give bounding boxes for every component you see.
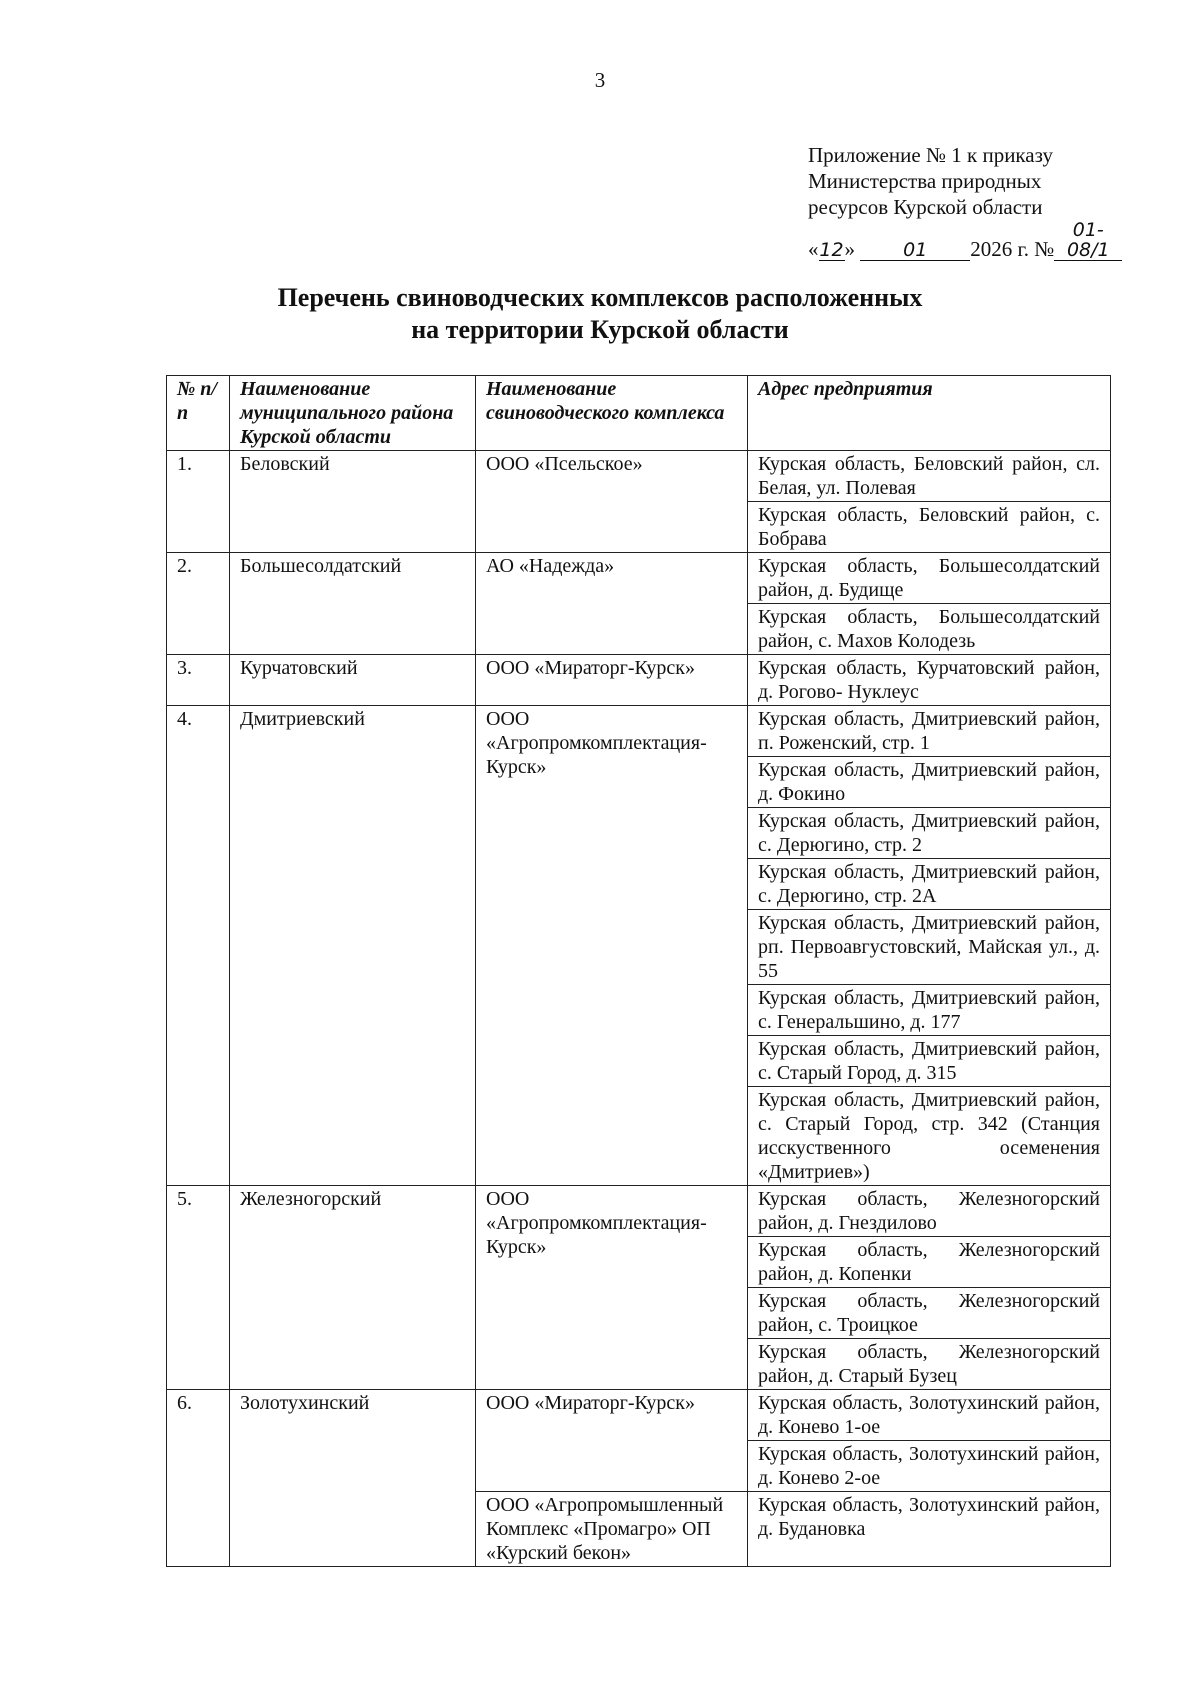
cell-address: Курская область, Золотухинский район, д. Будановка <box>748 1492 1111 1567</box>
cell-address: Курская область, Дмитриевский район, п. Роженский, стр. 1 <box>748 706 1111 757</box>
cell-address: Курская область, Большесолдатский район, д. Будище <box>748 553 1111 604</box>
appendix-line: Министерства природных <box>808 169 1042 193</box>
date-day: 12 <box>819 239 844 261</box>
date-quote-close: » <box>844 237 855 261</box>
cell-num: 1. <box>167 451 230 553</box>
cell-address: Курская область, Дмитриевский район, с. Старый Город, д. 315 <box>748 1036 1111 1087</box>
cell-address: Курская область, Железногорский район, д. Старый Бузец <box>748 1339 1111 1390</box>
cell-address: Курская область, Большесолдатский район, с. Махов Колодезь <box>748 604 1111 655</box>
appendix-line: Приложение № 1 к приказу <box>808 143 1053 167</box>
cell-address: Курская область, Железногорский район, д. Копенки <box>748 1237 1111 1288</box>
title-line: на территории Курской области <box>411 315 789 344</box>
cell-address: Курская область, Железногорский район, с. Троицкое <box>748 1288 1111 1339</box>
cell-complex: ООО «Мираторг-Курск» <box>476 1390 748 1492</box>
cell-complex: ООО «Мираторг-Курск» <box>476 655 748 706</box>
cell-district: Железногорский <box>230 1186 476 1390</box>
title-line: Перечень свиноводческих комплексов расположенных <box>277 283 923 312</box>
table-row <box>167 1186 1111 1237</box>
cell-district: Золотухинский <box>230 1390 476 1567</box>
cell-address: Курская область, Беловский район, с. Бобрава <box>748 502 1111 553</box>
cell-complex: ООО «Агропромышленный Комплекс «Промагро» ОП «Курский бекон» <box>476 1492 748 1567</box>
cell-address: Курская область, Дмитриевский район, с. Дерюгино, стр. 2А <box>748 859 1111 910</box>
cell-address: Курская область, Дмитриевский район, с. Генеральшино, д. 177 <box>748 985 1111 1036</box>
cell-num: 3. <box>167 655 230 706</box>
header-complex: Наименование свиноводческого комплекса <box>476 376 748 451</box>
document-title <box>0 282 1200 346</box>
appendix-line: ресурсов Курской области <box>808 195 1043 219</box>
cell-complex: АО «Надежда» <box>476 553 748 655</box>
cell-address: Курская область, Дмитриевский район, с. Дерюгино, стр. 2 <box>748 808 1111 859</box>
table-row <box>167 706 1111 757</box>
cell-district: Беловский <box>230 451 476 553</box>
table-row <box>167 655 1111 706</box>
cell-complex: ООО «Агропромкомплектация-Курск» <box>476 706 748 1186</box>
cell-district: Дмитриевский <box>230 706 476 1186</box>
cell-num: 6. <box>167 1390 230 1567</box>
cell-address: Курская область, Беловский район, сл. Белая, ул. Полевая <box>748 451 1111 502</box>
cell-complex: ООО «Агропромкомплектация-Курск» <box>476 1186 748 1390</box>
header-num: № п/п <box>167 376 230 451</box>
date-year: 2026 г. № <box>970 237 1055 261</box>
cell-district: Большесолдатский <box>230 553 476 655</box>
appendix-date-line <box>808 220 1198 262</box>
cell-num: 2. <box>167 553 230 655</box>
cell-address: Курская область, Железногорский район, д. Гнездилово <box>748 1186 1111 1237</box>
cell-complex: ООО «Псельское» <box>476 451 748 553</box>
appendix-header <box>808 142 1198 262</box>
cell-num: 5. <box>167 1186 230 1390</box>
cell-num: 4. <box>167 706 230 1186</box>
cell-address: Курская область, Дмитриевский район, д. Фокино <box>748 757 1111 808</box>
date-quote-open: « <box>808 237 819 261</box>
cell-address: Курская область, Дмитриевский район, рп. Первоавгустовский, Майская ул., д. 55 <box>748 910 1111 985</box>
date-month: 01 <box>860 240 970 261</box>
pig-complex-table <box>166 375 1111 1567</box>
page-number: 3 <box>594 68 606 92</box>
cell-address: Курская область, Золотухинский район, д. Конево 2-ое <box>748 1441 1111 1492</box>
cell-address: Курская область, Курчатовский район, д. Рогово- Нуклеус <box>748 655 1111 706</box>
table-row <box>167 553 1111 604</box>
cell-district: Курчатовский <box>230 655 476 706</box>
header-district: Наименование муниципального района Курской области <box>230 376 476 451</box>
order-number: 01-08/1 <box>1054 220 1122 261</box>
cell-address: Курская область, Золотухинский район, д. Конево 1-ое <box>748 1390 1111 1441</box>
table-row <box>167 1390 1111 1441</box>
table-header-row <box>167 376 1111 451</box>
header-address: Адрес предприятия <box>748 376 1111 451</box>
cell-address: Курская область, Дмитриевский район, с. Старый Город, стр. 342 (Станция исскуственного осеменения «Дмитриев») <box>748 1087 1111 1186</box>
table-row <box>167 451 1111 502</box>
